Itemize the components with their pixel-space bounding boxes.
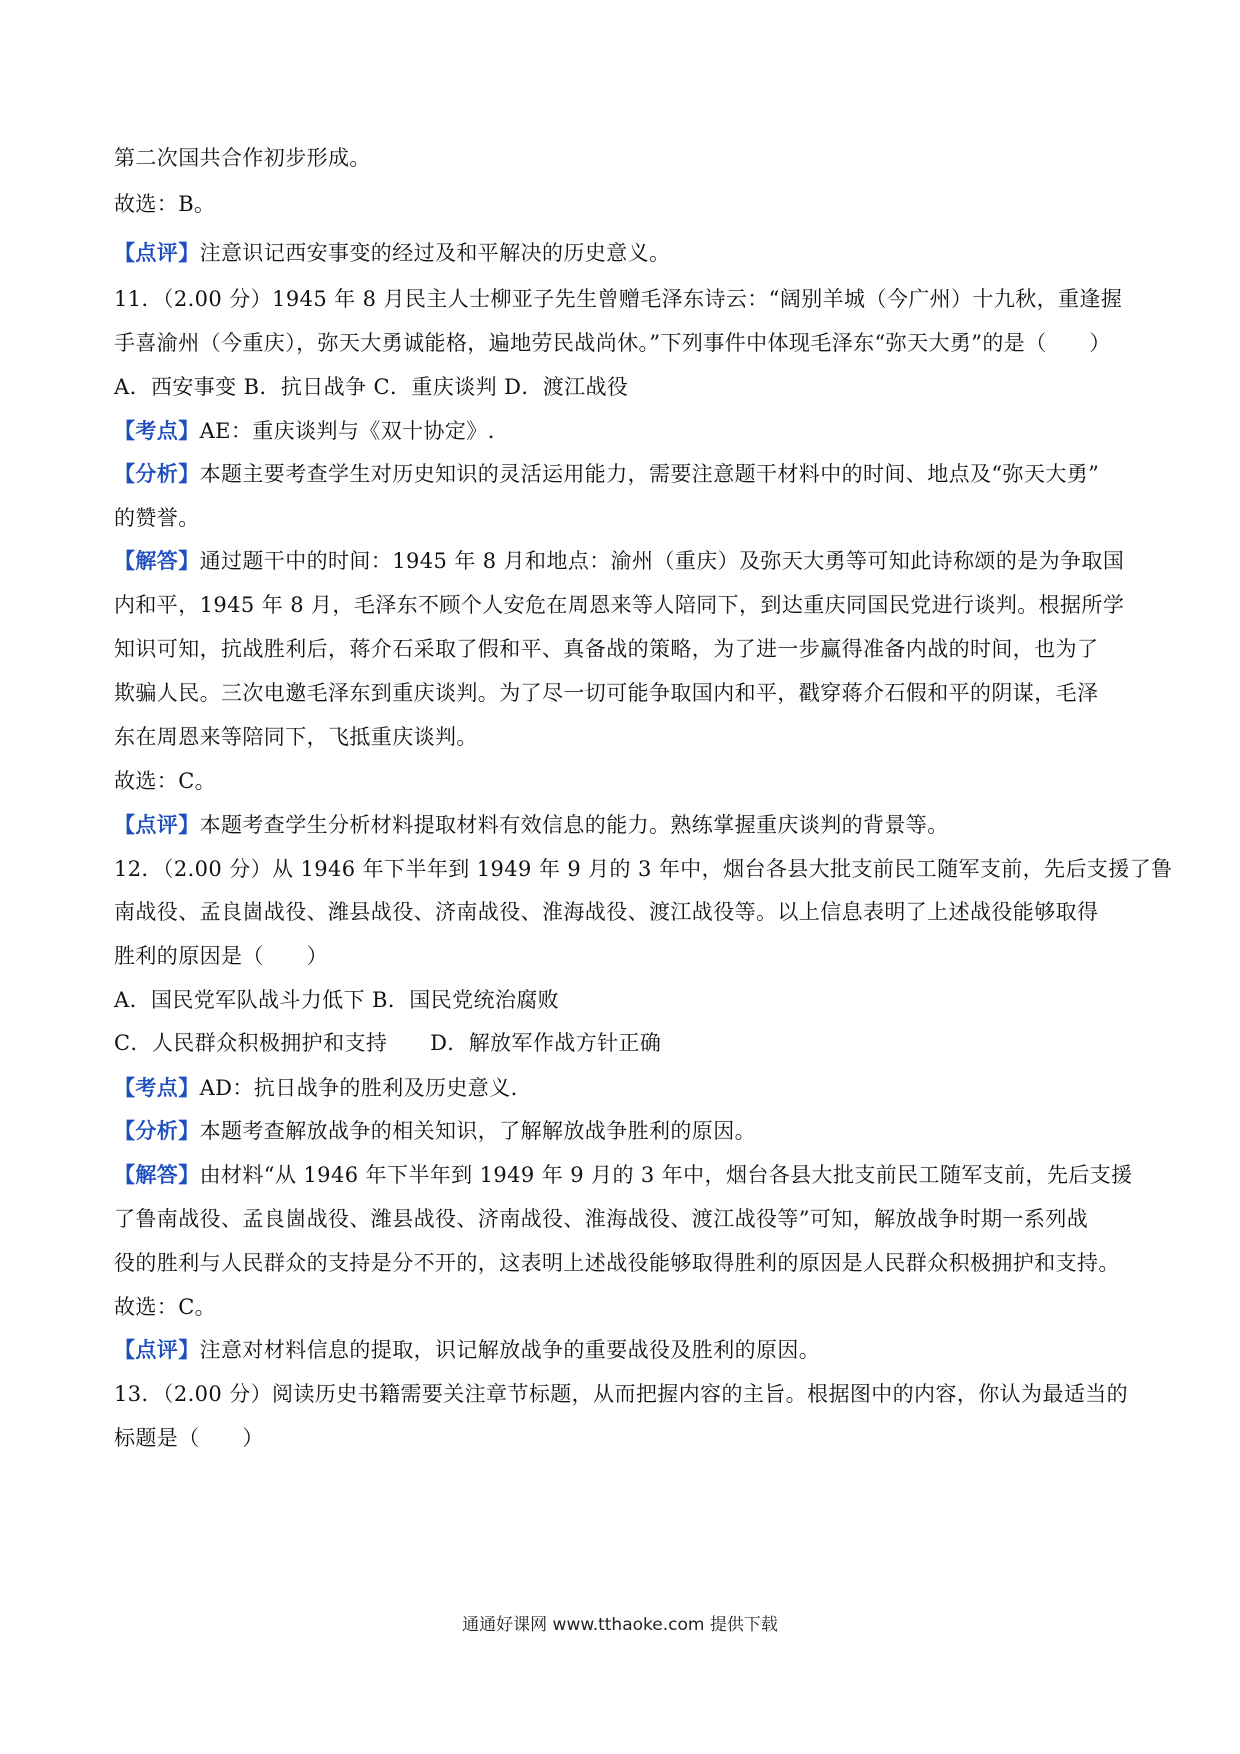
line-text: 故选：B。 bbox=[114, 192, 216, 216]
line-text: A．国民党军队战斗力低下 B．国民党统治腐败 bbox=[114, 988, 560, 1012]
text-line bbox=[114, 372, 1134, 402]
line-text: AE：重庆谈判与《双十协定》. bbox=[199, 419, 495, 443]
line-text: 胜利的原因是（ ） bbox=[114, 944, 328, 968]
line-text: AD：抗日战争的胜利及历史意义. bbox=[199, 1076, 518, 1100]
text-line bbox=[114, 854, 1173, 884]
text-line bbox=[114, 1292, 1134, 1322]
line-text: 本题考查解放战争的相关知识，了解解放战争胜利的原因。 bbox=[199, 1119, 757, 1143]
line-text: 第二次国共合作初步形成。 bbox=[114, 146, 371, 170]
line-text: 注意对材料信息的提取，识记解放战争的重要战役及胜利的原因。 bbox=[199, 1338, 821, 1362]
text-line bbox=[114, 1335, 1134, 1365]
section-tag: 【分析】 bbox=[114, 461, 200, 486]
section-tag: 【解答】 bbox=[114, 548, 200, 573]
text-line bbox=[114, 1028, 1134, 1058]
text-line bbox=[114, 238, 1134, 268]
text-line bbox=[114, 189, 1134, 219]
line-text: 内和平，1945 年 8 月，毛泽东不顾个人安危在周恩来等人陪同下，到达重庆同国民党进行谈判。根据所学 bbox=[114, 593, 1125, 617]
line-text: C．人民群众积极拥护和支持 D．解放军作战方针正确 bbox=[114, 1031, 662, 1055]
text-line bbox=[114, 1160, 1134, 1190]
line-text: 南战役、孟良崮战役、潍县战役、济南战役、淮海战役、渡江战役等。以上信息表明了上述战役能够取得 bbox=[114, 900, 1099, 924]
text-line bbox=[114, 590, 1134, 620]
text-line bbox=[114, 1379, 1134, 1409]
section-tag: 【点评】 bbox=[114, 1337, 200, 1362]
section-tag: 【解答】 bbox=[114, 1162, 200, 1187]
text-line bbox=[114, 416, 1134, 446]
text-line bbox=[114, 459, 1134, 489]
text-line bbox=[114, 143, 1134, 173]
text-line bbox=[114, 546, 1134, 576]
text-line bbox=[114, 766, 1134, 796]
text-line bbox=[114, 678, 1134, 708]
line-text: 故选：C。 bbox=[114, 769, 217, 793]
line-text: 12．（2.00 分）从 1946 年下半年到 1949 年 9 月的 3 年中，烟台各县大批支前民工随军支前，先后支援了鲁 bbox=[114, 857, 1173, 881]
line-text: 注意识记西安事变的经过及和平解决的历史意义。 bbox=[199, 241, 671, 265]
text-line bbox=[114, 1073, 1134, 1103]
text-line bbox=[114, 284, 1134, 314]
line-text: 手喜渝州（今重庆），弥天大勇诚能格，遍地劳民战尚休。”下列事件中体现毛泽东“弥天大勇”的是（ ） bbox=[114, 331, 1111, 355]
text-line bbox=[114, 897, 1134, 927]
line-text: 故选：C。 bbox=[114, 1295, 217, 1319]
text-line bbox=[114, 634, 1134, 664]
line-text: 标题是（ ） bbox=[114, 1426, 264, 1450]
line-text: 通过题干中的时间：1945 年 8 月和地点：渝州（重庆）及弥天大勇等可知此诗称颂的是为争取国 bbox=[199, 549, 1125, 573]
line-text: 本题考查学生分析材料提取材料有效信息的能力。熟练掌握重庆谈判的背景等。 bbox=[199, 813, 949, 837]
line-text: 役的胜利与人民群众的支持是分不开的，这表明上述战役能够取得胜利的原因是人民群众积极拥护和支持。 bbox=[114, 1251, 1120, 1275]
text-line bbox=[114, 722, 1134, 752]
text-line bbox=[114, 1116, 1134, 1146]
line-text: 知识可知，抗战胜利后，蒋介石采取了假和平、真备战的策略，为了进一步赢得准备内战的时间，也为了 bbox=[114, 637, 1099, 661]
line-text: 东在周恩来等陪同下，飞抵重庆谈判。 bbox=[114, 725, 478, 749]
line-text: 11．（2.00 分）1945 年 8 月民主人士柳亚子先生曾赠毛泽东诗云：“阔别羊城（今广州）十九秋，重逢握 bbox=[114, 287, 1123, 311]
line-text: 由材料“从 1946 年下半年到 1949 年 9 月的 3 年中，烟台各县大批支前民工随军支前，先后支援 bbox=[199, 1163, 1133, 1187]
text-line bbox=[114, 1423, 1134, 1453]
section-tag: 【点评】 bbox=[114, 812, 200, 837]
page-footer: 通通好课网 www.tthaoke.com 提供下载 bbox=[462, 1615, 778, 1635]
line-text: 13．（2.00 分）阅读历史书籍需要关注章节标题，从而把握内容的主旨。根据图中的内容，你认为最适当的 bbox=[114, 1382, 1129, 1406]
text-line bbox=[114, 328, 1134, 358]
line-text: 欺骗人民。三次电邀毛泽东到重庆谈判。为了尽一切可能争取国内和平，戳穿蒋介石假和平的阴谋，毛泽 bbox=[114, 681, 1099, 705]
text-line bbox=[114, 941, 1134, 971]
text-line bbox=[114, 810, 1134, 840]
section-tag: 【分析】 bbox=[114, 1118, 200, 1143]
line-text: 的赞誉。 bbox=[114, 506, 200, 530]
section-tag: 【点评】 bbox=[114, 240, 200, 265]
text-line bbox=[114, 503, 1134, 533]
line-text: 了鲁南战役、孟良崮战役、潍县战役、济南战役、淮海战役、渡江战役等”可知，解放战争时期一系列战 bbox=[114, 1207, 1089, 1231]
line-text: 本题主要考查学生对历史知识的灵活运用能力，需要注意题干材料中的时间、地点及“弥天大勇” bbox=[199, 462, 1100, 486]
section-tag: 【考点】 bbox=[114, 418, 200, 443]
text-line bbox=[114, 985, 1134, 1015]
line-text: A．西安事变 B．抗日战争 C．重庆谈判 D．渡江战役 bbox=[114, 375, 629, 399]
text-line bbox=[114, 1204, 1134, 1234]
text-line bbox=[114, 1248, 1134, 1278]
section-tag: 【考点】 bbox=[114, 1075, 200, 1100]
